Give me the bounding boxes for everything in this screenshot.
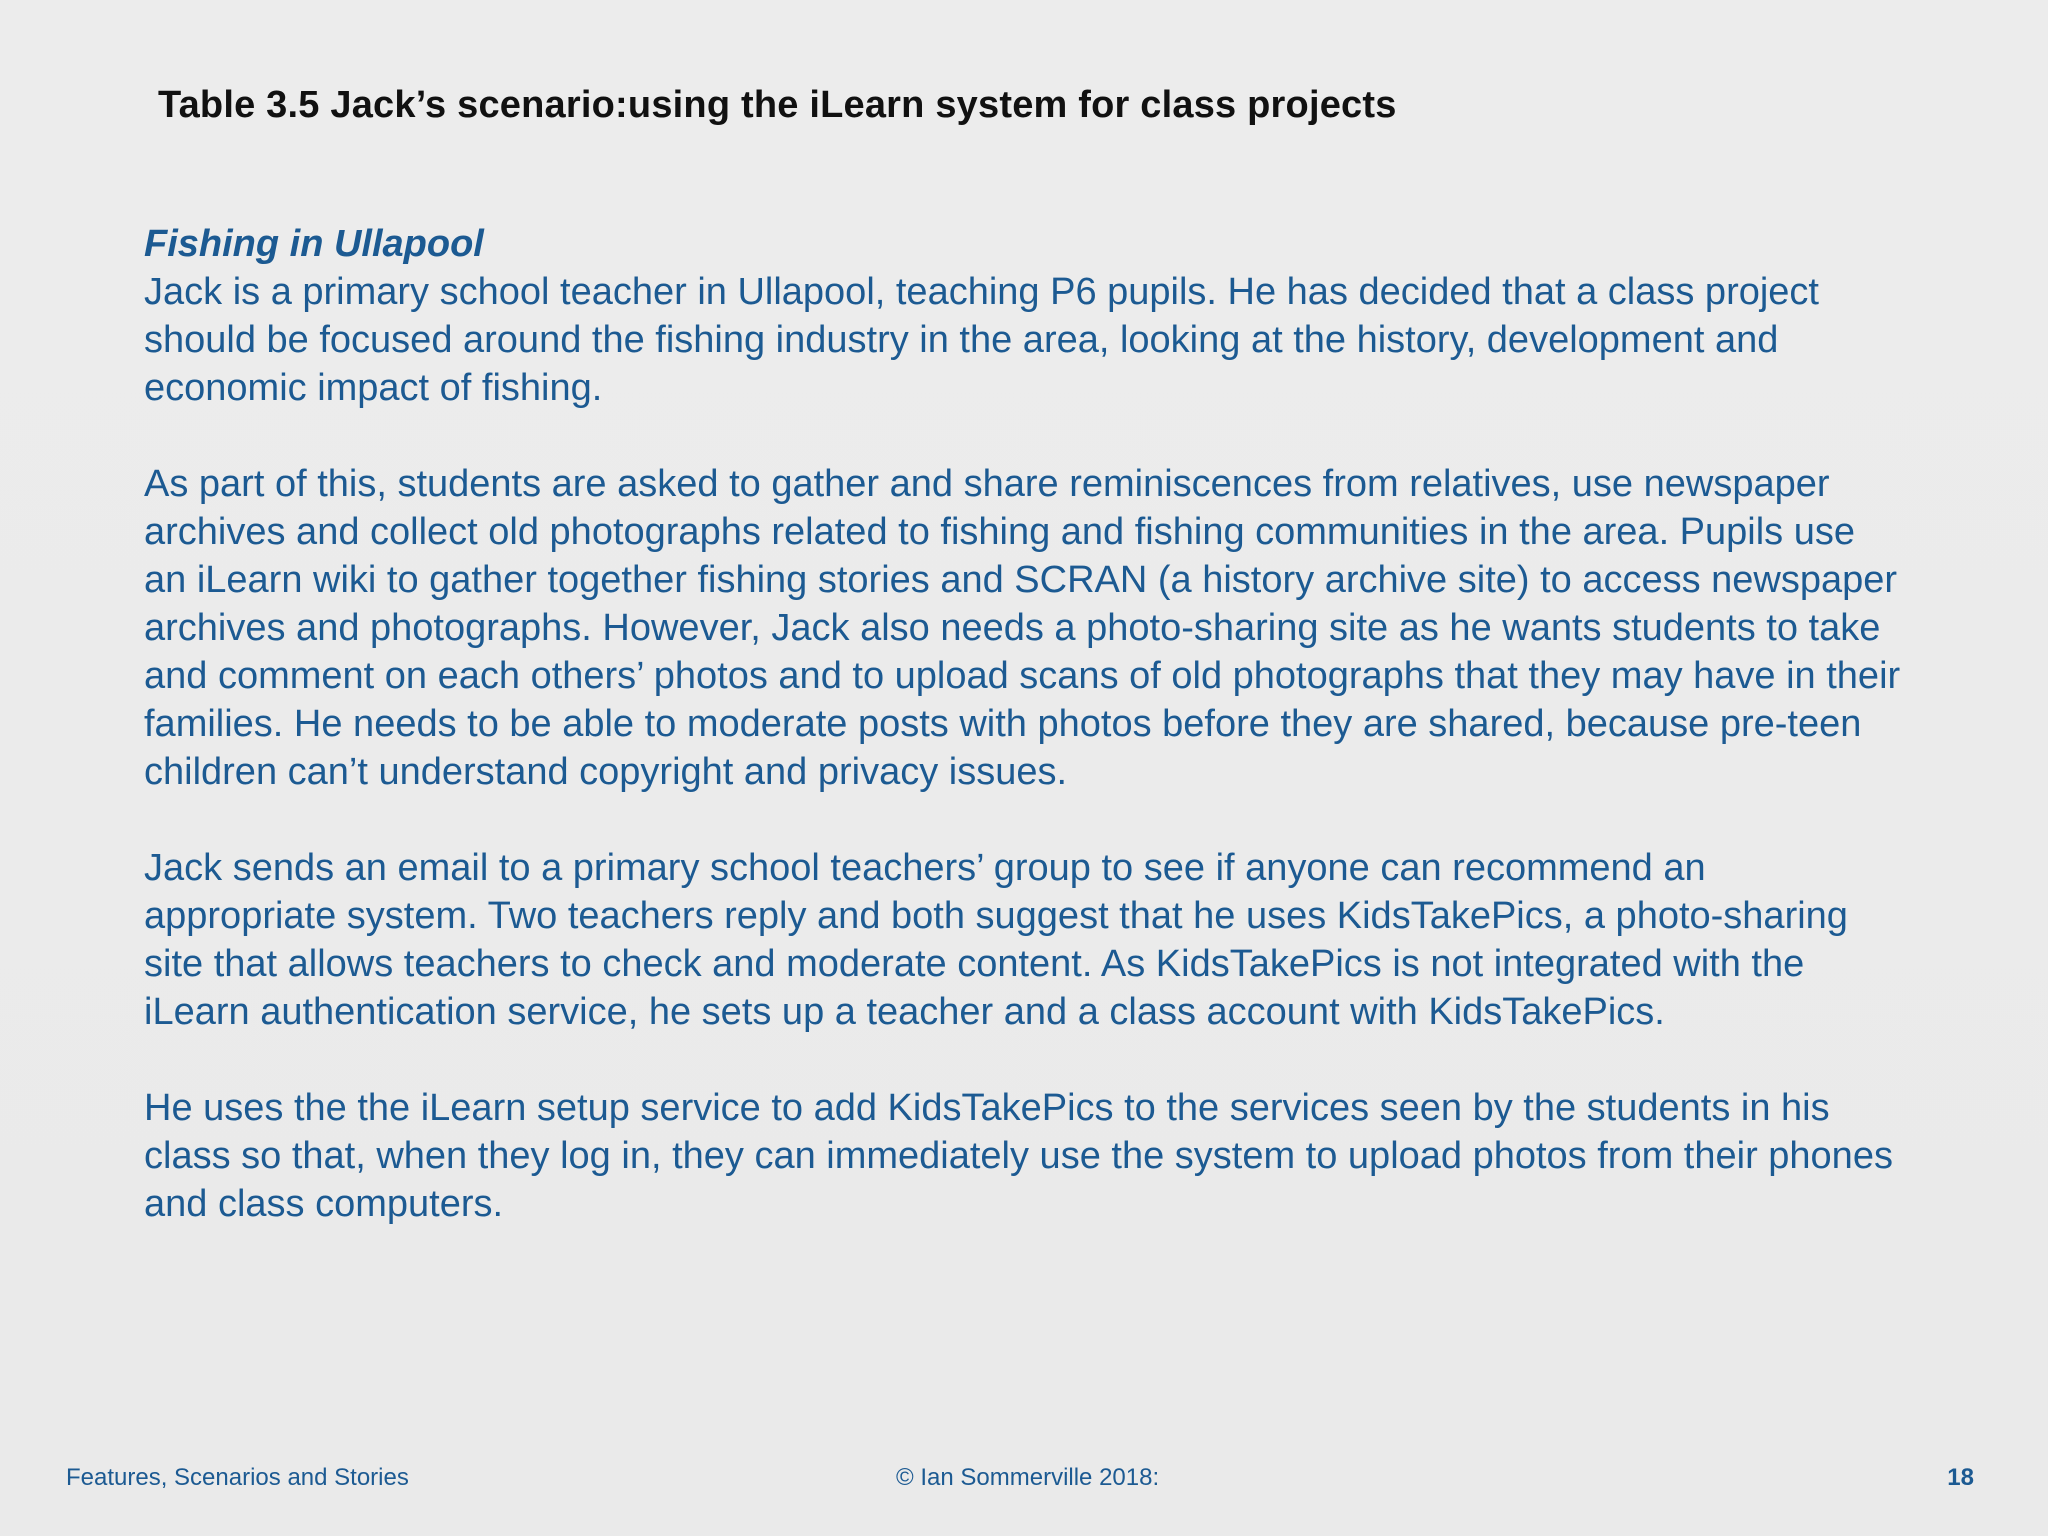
scenario-paragraph: As part of this, students are asked to gather and share reminiscences from relatives, use newspaper archives and collect old photographs related to fishing and fishing communities in the area. Pupils use an iLearn wiki to gather together fishing stories and SCRAN (a history archive site) to access newspaper archives and photographs. However, Jack also needs a photo-sharing site as he wants students to take and comment on each others’ photos and to upload scans of old photographs that they may have in their families. He needs to be able to moderate posts with photos before they are shared, because pre-teen children can’t understand copyright and privacy issues.	[144, 463, 1901, 793]
footer-copyright: © Ian Sommerville 2018:	[896, 1464, 1160, 1491]
scenario-subtitle: Fishing in Ullapool	[144, 223, 484, 265]
scenario-content	[144, 220, 1904, 1276]
footer-page-number: 18	[1947, 1464, 1974, 1491]
scenario-paragraph: Jack sends an email to a primary school teachers’ group to see if anyone can recommend an appropriate system. Two teachers reply and both suggest that he uses KidsTakePics, a photo-sharing site that allows teachers to check and moderate content. As KidsTakePics is not integrated with the iLearn authentication service, he sets up a teacher and a class account with KidsTakePics.	[144, 847, 1848, 1033]
scenario-paragraph: Jack is a primary school teacher in Ullapool, teaching P6 pupils. He has decided that a class project should be focused around the fishing industry in the area, looking at the history, development and economic impact of fishing.	[144, 271, 1819, 409]
scenario-paragraph: He uses the the iLearn setup service to add KidsTakePics to the services seen by the students in his class so that, when they log in, they can immediately use the system to upload photos from their phones and class computers.	[144, 1087, 1893, 1225]
footer-section-title: Features, Scenarios and Stories	[66, 1464, 409, 1491]
table-title: Table 3.5 Jack’s scenario:using the iLearn system for class projects	[158, 84, 1397, 126]
